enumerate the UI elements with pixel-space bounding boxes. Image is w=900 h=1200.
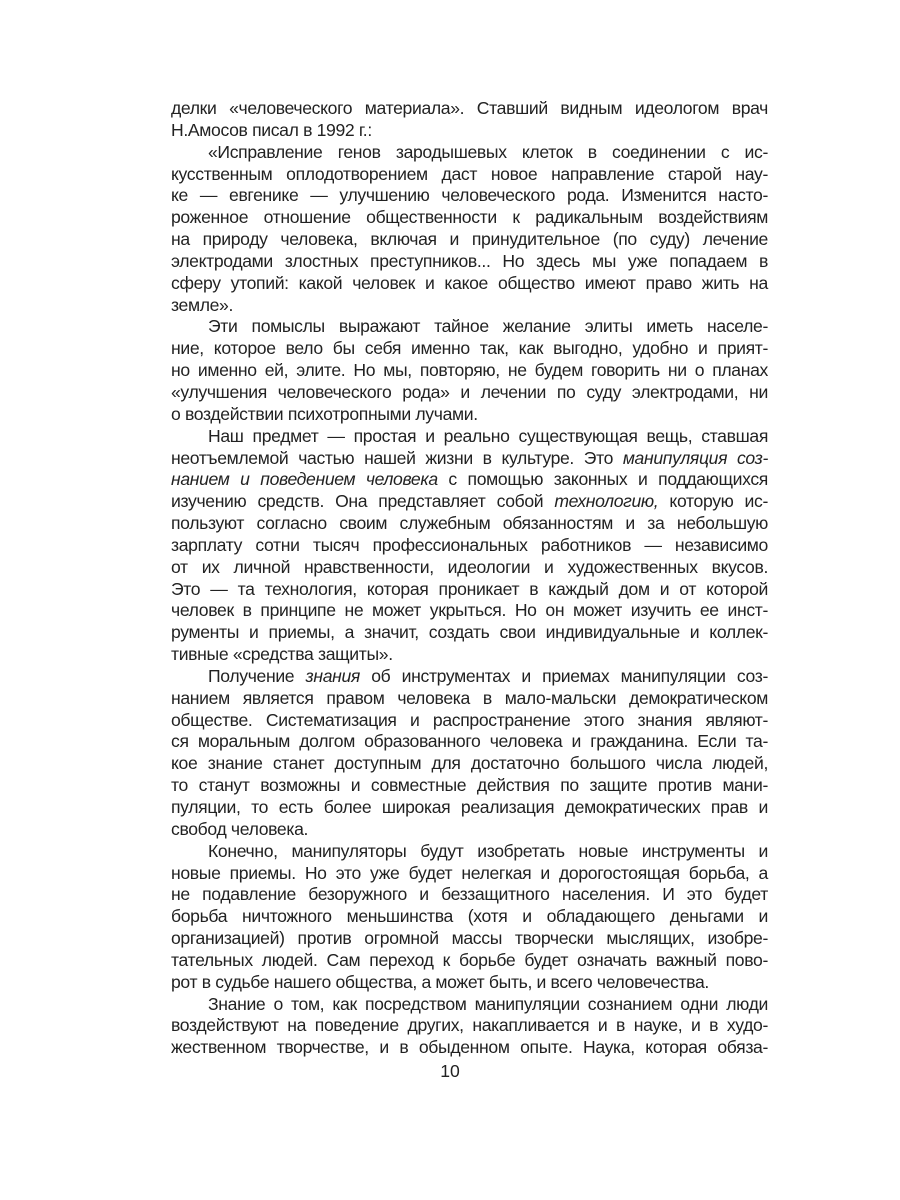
text-line: кусственным оплодотворением даст новое направление старой нау-	[171, 163, 768, 184]
text-line: тивные «средства защиты».	[171, 644, 393, 665]
paragraph	[171, 98, 768, 142]
text-line: земле».	[171, 294, 234, 315]
text-line: свобод человека.	[171, 818, 309, 839]
text-line: новые приемы. Но это уже будет нелегкая и дорогостоящая борьба, а	[171, 862, 768, 883]
text-line: борьба ничтожного меньшинства (хотя и обладающего деньгами и	[171, 906, 768, 927]
text-line: нанием и поведением человека с помощью законных и поддающихся	[171, 469, 768, 490]
emphasis: манипуляция соз-	[622, 447, 768, 468]
emphasis: нанием и поведением человека	[171, 469, 438, 490]
text-line: «Исправление генов зародышевых клеток в соединении с ис-	[208, 141, 768, 162]
text-line: обществе. Систематизация и распространение этого знания являют-	[171, 709, 768, 730]
text-line: не подавление безоружного и беззащитного населения. И это будет	[171, 884, 768, 905]
emphasis: технологию,	[554, 491, 659, 512]
page-body	[171, 98, 768, 1059]
text-line: делки «человеческого материала». Ставший видным идеологом врач	[171, 98, 768, 118]
paragraph	[171, 142, 768, 317]
text-line: Н.Амосов писал в 1992 г.:	[171, 119, 372, 140]
text-line: сферу утопий: какой человек и какое общество имеют право жить на	[171, 272, 768, 293]
paragraph	[171, 666, 768, 841]
text-line: изучению средств. Она представляет собой технологию, которую ис-	[171, 491, 768, 512]
emphasis: знания	[305, 665, 360, 686]
text-line: то станут возможны и совместные действия по защите против мани-	[171, 775, 768, 796]
text-line: Эти помыслы выражают тайное желание элиты иметь населе-	[208, 316, 768, 337]
text-line: но именно ей, элите. Но мы, повторяю, не будем говорить ни о планах	[171, 360, 768, 381]
text-line: пуляции, то есть более широкая реализация демократических прав и	[171, 797, 768, 817]
page-number: 10	[440, 1061, 460, 1081]
text-line: от их личной нравственности, идеологии и художественных вкусов.	[171, 556, 768, 577]
text-line: зарплату сотни тысяч профессиональных работников — независимо	[171, 534, 768, 555]
text-line: неотъемлемой частью нашей жизни в культуре. Это манипуляция соз-	[171, 447, 768, 468]
text-line: электродами злостных преступников... Но здесь мы уже попадаем в	[171, 250, 768, 271]
paragraph	[171, 841, 768, 994]
text-line: человек в принципе не может укрыться. Но он может изучить ее инст-	[171, 600, 768, 621]
text-line: Получение знания об инструментах и приемах манипуляции соз-	[208, 665, 769, 686]
text-line: ся моральным долгом образованного человека и гражданина. Если та-	[171, 731, 768, 752]
text-line: рументы и приемы, а значит, создать свои индивидуальные и коллек-	[171, 622, 768, 643]
text-line: жественном творчестве, и в обыденном опыте. Наука, которая обяза-	[171, 1037, 768, 1058]
text-line: кое знание станет доступным для достаточно большого числа людей,	[171, 753, 768, 774]
text-line: тательных людей. Сам переход к борьбе будет означать важный пово-	[171, 949, 768, 970]
text-line: роженное отношение общественности к радикальным воздействиям	[171, 207, 768, 228]
text-line: ке — евгенике — улучшению человеческого рода. Изменится насто-	[171, 185, 768, 206]
text-line: Знание о том, как посредством манипуляции сознанием одни люди	[208, 993, 768, 1014]
text-line: Это — та технология, которая проникает в каждый дом и от которой	[171, 578, 768, 599]
text-line: Наш предмет — простая и реально существующая вещь, ставшая	[208, 425, 768, 446]
paragraph	[171, 426, 768, 666]
text-line: пользуют согласно своим служебным обязанностям и за небольшую	[171, 513, 768, 534]
text-line: организацией) против огромной массы творчески мыслящих, изобре-	[171, 928, 768, 949]
text-line: воздействуют на поведение других, накапливается и в науке, и в худо-	[171, 1015, 768, 1036]
text-line: рот в судьбе нашего общества, а может быть, и всего человечества.	[171, 971, 709, 992]
paragraph	[171, 994, 768, 1060]
text-line: «улучшения человеческого рода» и лечении по суду электродами, ни	[171, 381, 768, 402]
paragraph	[171, 316, 768, 425]
text-line: Конечно, манипуляторы будут изобретать новые инструменты и	[208, 840, 768, 861]
text-line: ние, которое вело бы себя именно так, как выгодно, удобно и прият-	[171, 338, 768, 359]
text-line: о воздействии психотропными лучами.	[171, 403, 478, 424]
text-line: нанием является правом человека в мало-мальски демократическом	[171, 687, 768, 708]
text-line: на природу человека, включая и принудительное (по суду) лечение	[171, 229, 768, 250]
